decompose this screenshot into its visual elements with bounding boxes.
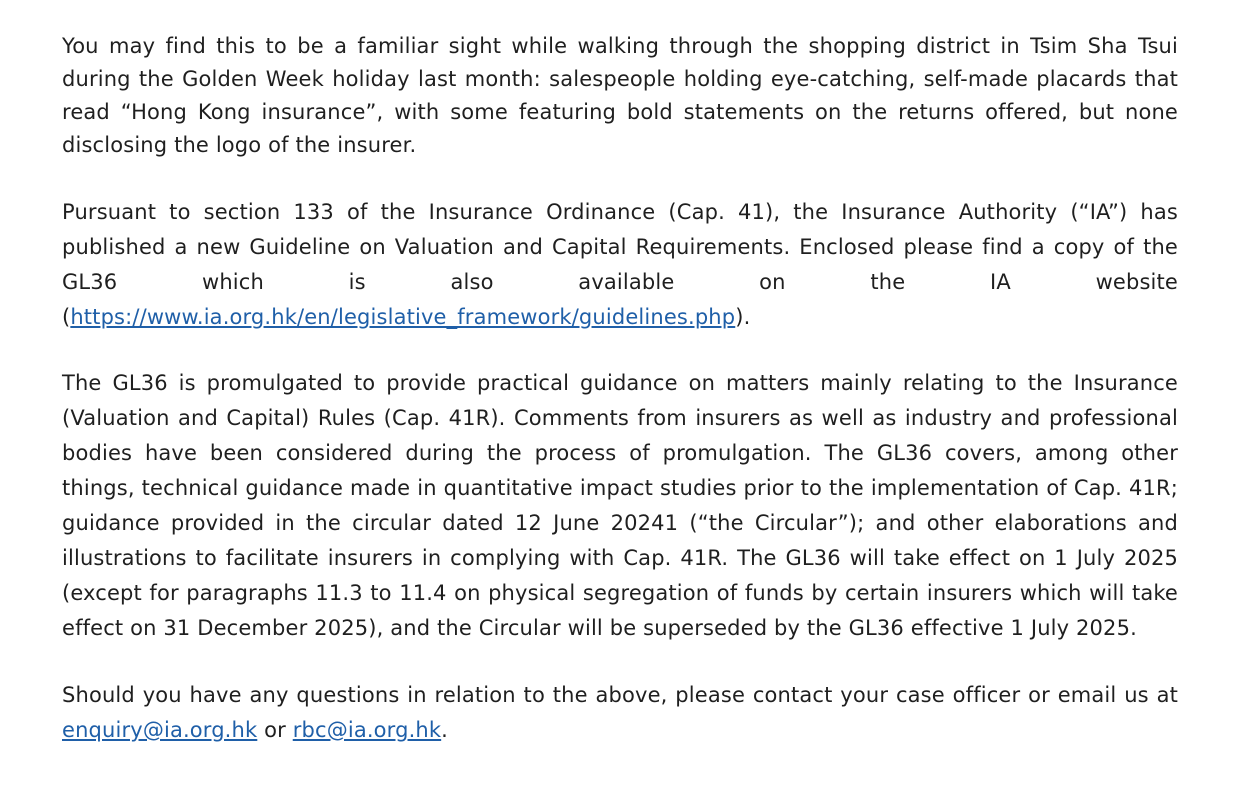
paragraph-text: ). bbox=[735, 305, 751, 329]
document-body bbox=[62, 30, 1178, 748]
ia-website-link[interactable]: https://www.ia.org.hk/en/legislative_framework/guidelines.php bbox=[70, 305, 736, 329]
enquiry-email-link[interactable]: enquiry@ia.org.hk bbox=[62, 718, 258, 742]
paragraph-text: or bbox=[257, 718, 293, 742]
paragraph-golden-week: You may find this to be a familiar sight while walking through the shopping district in Tsim Sha Tsui during the Golden Week holiday last month: salespeople holding eye-catching, self-made placards that read “Hong Kong insurance”, with some featuring bold statements on the returns offered, but none disclosing the logo of the insurer. bbox=[62, 34, 1178, 157]
paragraph-gl36-details: The GL36 is promulgated to provide practical guidance on matters mainly relating to the Insurance (Valuation and Capital) Rules (Cap. 41R). Comments from insurers as well as industry and professional bodies have been considered during the process of promulgation. The GL36 covers, among other things, technical guidance made in quantitative impact studies prior to the implementation of Cap. 41R; guidance provided in the circular dated 12 June 20241 (“the Circular”); and other elaborations and illustrations to facilitate insurers in complying with Cap. 41R. The GL36 will take effect on 1 July 2025 (except for paragraphs 11.3 to 11.4 on physical segregation of funds by certain insurers which will take effect on 31 December 2025), and the Circular will be superseded by the GL36 effective 1 July 2025. bbox=[62, 371, 1178, 640]
paragraph-guideline-publication bbox=[62, 195, 1178, 335]
paragraph-contact bbox=[62, 678, 1178, 748]
paragraph-text: Should you have any questions in relation to the above, please contact your case officer or email us at bbox=[62, 683, 1178, 707]
rbc-email-link[interactable]: rbc@ia.org.hk bbox=[292, 718, 442, 742]
paragraph-text: Pursuant to section 133 of the Insurance Ordinance (Cap. 41), the Insurance Authority (“IA”) has published a new Guideline on Valuation and Capital Requirements. Enclosed please find a copy of the GL36 which is also available on the IA website ( bbox=[62, 200, 1178, 329]
paragraph-text: . bbox=[441, 718, 448, 742]
